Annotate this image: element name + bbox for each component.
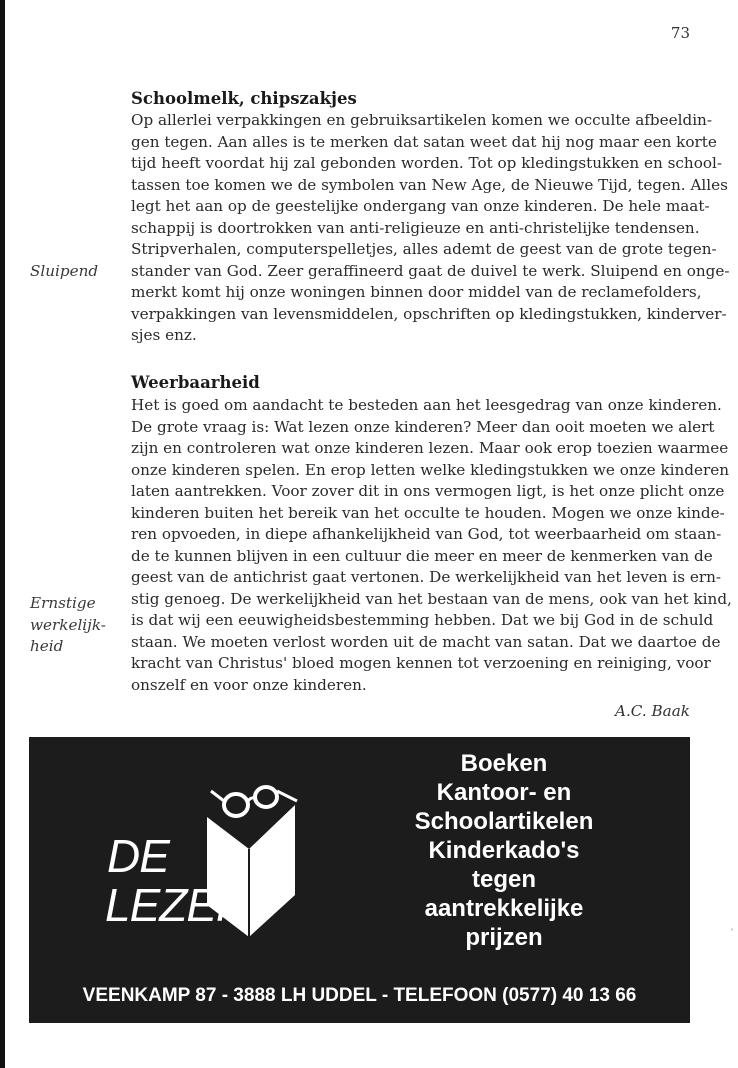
text-line: schappij is doortrokken van anti-religieuze en anti-christelijke tendensen. [131,218,700,237]
text-line: legt het aan op de geestelijke ondergang van onze kinderen. De hele maat- [131,197,710,215]
text-line: zijn en controleren wat onze kinderen lezen. Maar ook erop toezien waarmee [131,439,729,457]
text-line: de te kunnen blijven in een cultuur die meer en meer de kenmerken van de [131,546,713,565]
text-line: ren opvoeden, in diepe afhankelijkheid van God, tot weerbaarheid om staan- [131,525,722,543]
text-line: stander van God. Zeer geraffineerd gaat de duivel te werk. Sluipend en onge- [131,261,730,280]
margin-note-line: werkelijk- [30,615,106,634]
ad-line: prijzen [465,924,543,951]
margin-note-ernstige-werkelijkheid [30,593,120,658]
text-line: kracht van Christus' bloed mogen kennen tot verzoening en reiniging, voor [131,654,711,672]
margin-note-sluipend [30,261,120,283]
ad-line: Schoolartikelen [414,808,594,835]
stray-mark: ' [731,928,733,936]
advertisement-de-lezer [29,737,690,1023]
text-line: geest van de antichrist gaat vertonen. De werkelijkheid van het leven is ern- [131,568,722,586]
ad-line: tegen [471,866,536,893]
text-line: onszelf en voor onze kinderen. [131,675,367,694]
margin-note-line: heid [30,637,64,655]
page-number: 73 [670,24,690,42]
text-line: Stripverhalen, computerspelletjes, alles ademt de geest van de grote tegen- [131,240,717,258]
section-body-weerbaarheid [131,395,732,696]
text-line: stig genoeg. De werkelijkheid van het bestaan van de mens, ook van het kind, [131,589,732,608]
ad-line: Boeken [460,750,548,777]
margin-note-line: Sluipend [30,262,99,280]
ad-address-line: VEENKAMP 87 - 3888 LH UDDEL - TELEFOON (0577) 40 13 66 [82,985,637,1006]
text-line: onze kinderen spelen. En erop letten welke kledingstukken we onze kinderen [131,460,730,479]
ad-line: Kinderkado's [428,837,580,864]
section-heading-schoolmelk: Schoolmelk, chipszakjes [131,89,357,108]
text-line: gen tegen. Aan alles is te merken dat satan weet dat hij nog maar een korte [131,132,717,151]
text-line: is dat wij een eeuwigheidsbestemming hebben. Dat we bij God in de schuld [131,611,714,629]
text-line: kinderen buiten het bereik van het occulte te houden. Mogen we onze kinde- [131,503,725,522]
text-line: tassen toe komen we de symbolen van New Age, de Nieuwe Tijd, tegen. Alles [131,175,728,194]
ad-product-list [389,749,619,952]
text-line: De grote vraag is: Wat lezen onze kinderen? Meer dan ooit moeten we alert [131,417,715,436]
text-line: Het is goed om aandacht te besteden aan het leesgedrag van onze kinderen. [131,396,722,414]
text-line: verpakkingen van levensmiddelen, opschriften op kledingstukken, kinderver- [131,304,727,323]
text-line: Op allerlei verpakkingen en gebruiksartikelen komen we occulte afbeeldin- [131,111,712,129]
section-heading-weerbaarheid: Weerbaarheid [131,373,260,392]
text-line: staan. We moeten verlost worden uit de macht van satan. Dat we daartoe de [131,632,721,651]
left-edge-rule [0,0,5,1068]
author-signature: A.C. Baak [614,702,690,720]
ad-line: Kantoor- en [436,779,572,806]
brand-name-lezer: LEZER [105,879,249,931]
margin-note-line: Ernstige [30,594,96,612]
text-line: laten aantrekken. Voor zover dit in ons vermogen ligt, is het onze plicht onze [131,482,725,500]
text-line: tijd heeft voordat hij zal gebonden worden. Tot op kledingstukken en school- [131,154,722,172]
brand-name-de: DE [107,830,169,882]
ad-line: aantrekkelijke [424,895,584,922]
text-line: sjes enz. [131,326,197,344]
section-body-schoolmelk [131,110,730,347]
text-line: merkt komt hij onze woningen binnen door middel van de reclamefolders, [131,283,702,301]
